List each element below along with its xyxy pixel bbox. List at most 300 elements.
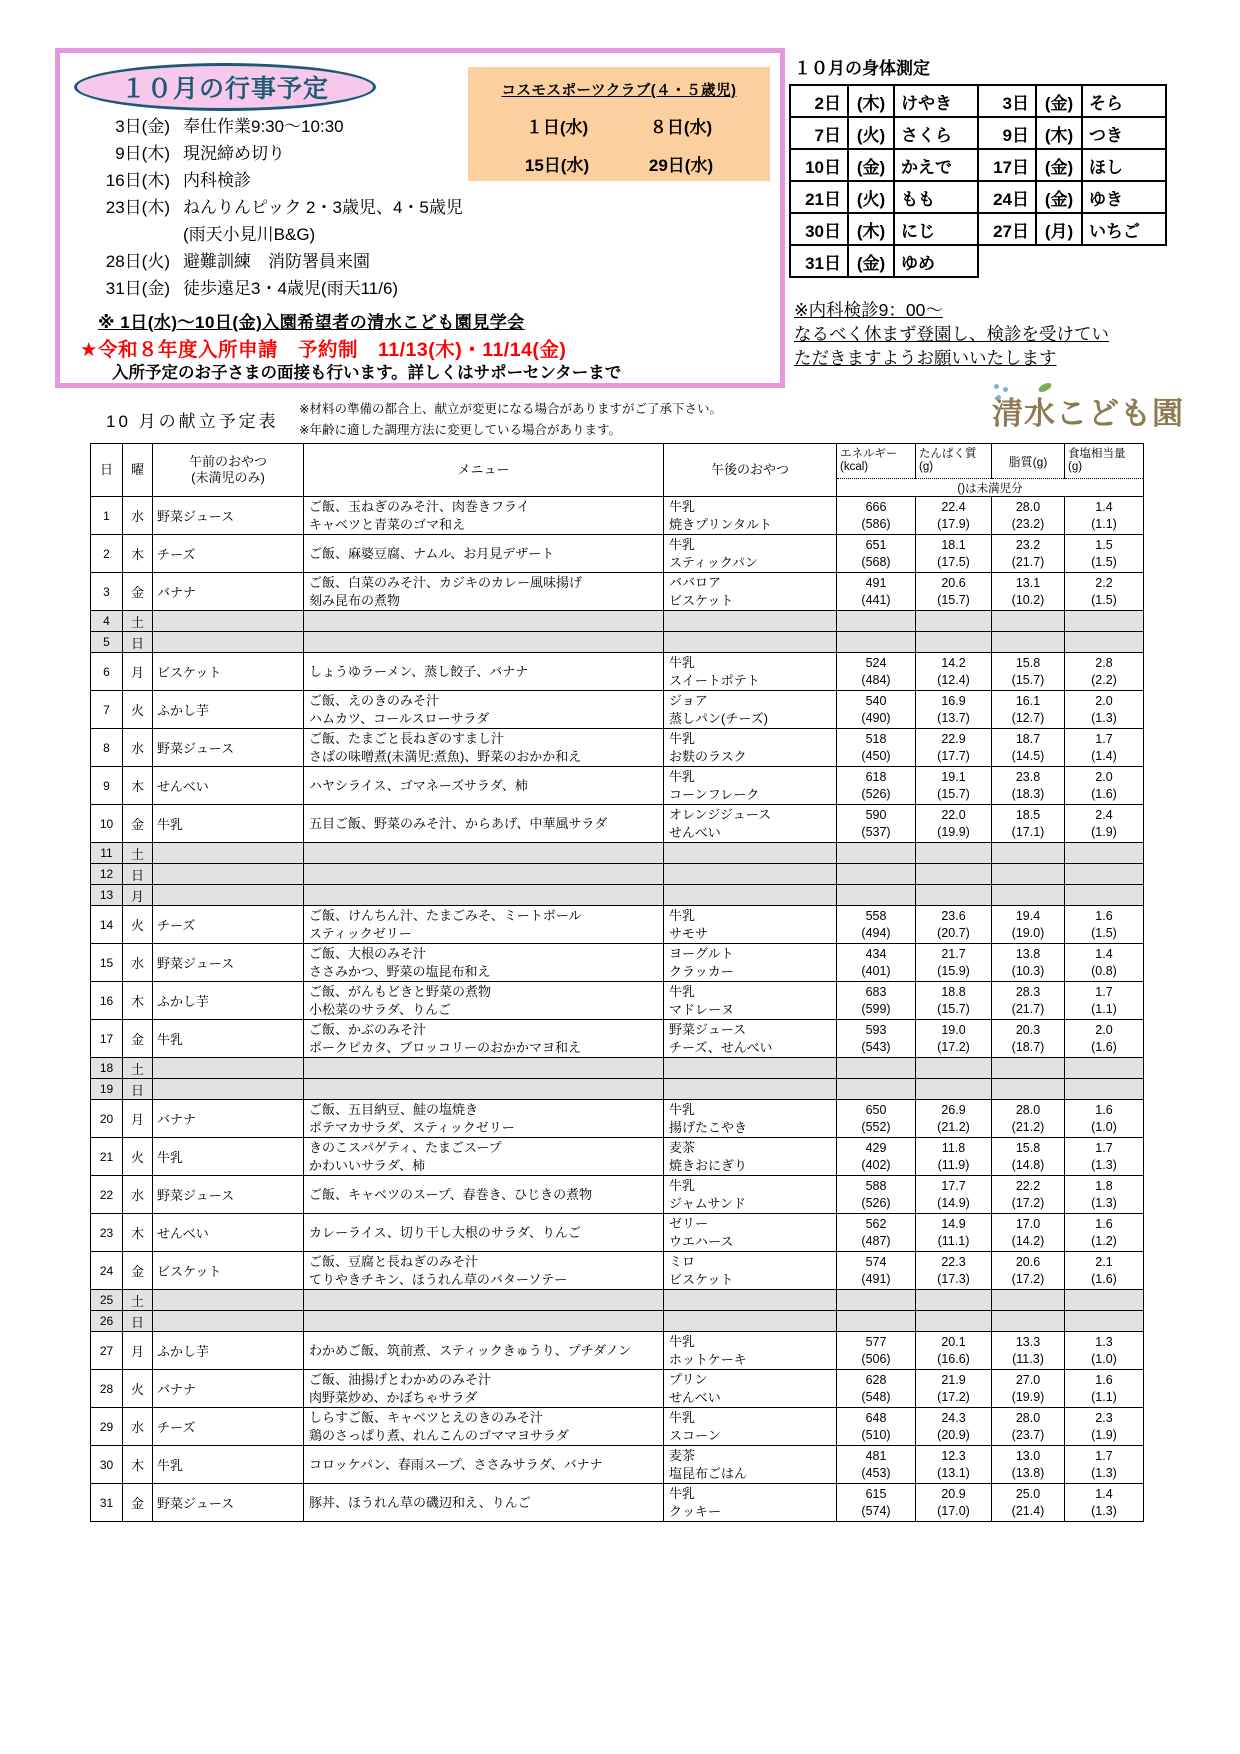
measurement-cell: ゆめ [894, 245, 978, 277]
menu-line: しょうゆラーメン、蒸し餃子、バナナ [309, 663, 529, 679]
cell-empty [916, 1079, 992, 1100]
checkup-note-line: なるべく休まず登園し、検診を受けてい [794, 324, 1109, 344]
cell-nutrient [992, 1138, 1065, 1176]
cell-nutrient [1065, 982, 1144, 1020]
pm-snack-line: 牛乳 [669, 984, 696, 999]
menu-line: ささみかつ、野菜の塩昆布和え [309, 963, 491, 979]
nutrient-value: 1.3 [1095, 1335, 1113, 1349]
am-snack-header-line: 午前のおやつ [188, 454, 267, 469]
measurement-cell: 10日 [790, 149, 848, 181]
cell-nutrient [916, 1370, 992, 1408]
cell-nutrient [837, 573, 916, 611]
cell-menu [304, 1176, 664, 1214]
cell-empty [992, 1290, 1065, 1311]
cell-nutrient [1065, 691, 1144, 729]
menu-line: ご飯、かぶのみそ汁 [309, 1022, 427, 1037]
measurement-cell: つき [1082, 117, 1166, 149]
measurement-cell: 27日 [978, 213, 1036, 245]
cell-am-snack: 牛乳 [153, 805, 304, 843]
cell-pm-snack [664, 1446, 837, 1484]
cell-day: 11 [91, 843, 123, 864]
pm-snack-line: サモサ [669, 925, 709, 941]
menu-table-row [91, 864, 1144, 885]
nutrient-subvalue: (1.1) [1091, 1389, 1117, 1404]
cell-nutrient [916, 1332, 992, 1370]
cosmos-date: 15日(水) [524, 156, 590, 175]
nutrient-subvalue: (1.3) [1091, 1195, 1117, 1210]
cell-empty [916, 1058, 992, 1079]
menu-table-row [91, 906, 1144, 944]
cosmos-date-row [468, 113, 770, 138]
cell-day: 19 [91, 1079, 123, 1100]
cell-empty [664, 1079, 837, 1100]
events-list [68, 113, 463, 302]
nutrient-value: 23.2 [1015, 538, 1041, 552]
menu-table-row [91, 1214, 1144, 1252]
menu-table-row [91, 1290, 1144, 1311]
cell-am-snack: 野菜ジュース [153, 729, 304, 767]
nutrient-value: 22.9 [941, 732, 966, 746]
nutrient-value: 577 [865, 1335, 887, 1349]
cell-nutrient [916, 1446, 992, 1484]
cell-nutrient [916, 497, 992, 535]
nutrient-value: 16.9 [941, 694, 966, 708]
nutrient-value: 434 [865, 947, 887, 961]
nutrient-subvalue: (17.2) [937, 1389, 970, 1404]
nutrient-subvalue: (20.7) [937, 925, 970, 940]
cell-weekday: 木 [123, 767, 153, 805]
nutrient-value: 13.0 [1015, 1449, 1041, 1463]
menu-table-row [91, 1370, 1144, 1408]
measurement-cell: (金) [1036, 149, 1082, 181]
cell-day: 14 [91, 906, 123, 944]
measurement-cell: (木) [848, 213, 894, 245]
nutrient-value: 24.3 [941, 1411, 966, 1425]
cell-empty [916, 864, 992, 885]
pm-snack-line: 牛乳 [669, 1486, 696, 1501]
cell-day: 23 [91, 1214, 123, 1252]
nutrient-subvalue: (15.7) [937, 592, 970, 607]
event-row [68, 275, 463, 302]
cell-empty [304, 1290, 664, 1311]
cell-nutrient [1065, 1252, 1144, 1290]
event-text: 奉仕作業9:30〜10:30 [183, 117, 344, 136]
menu-line: ポークピカタ、ブロッコリーのおかかマヨ和え [309, 1039, 581, 1055]
cell-empty [916, 632, 992, 653]
menu-table-row [91, 653, 1144, 691]
menu-line: ポテマカサラダ、スティックゼリー [309, 1119, 515, 1135]
cell-empty [992, 611, 1065, 632]
cell-nutrient [1065, 1332, 1144, 1370]
nutrient-subvalue: (526) [861, 786, 891, 801]
nutrient-value: 14.2 [941, 656, 966, 670]
nutrient-subvalue: (17.9) [937, 516, 970, 531]
measurement-row [790, 85, 1166, 117]
measurement-cell: ゆき [1082, 181, 1166, 213]
cell-weekday: 月 [123, 1100, 153, 1138]
cell-day: 28 [91, 1370, 123, 1408]
menu-table-row [91, 729, 1144, 767]
nutrient-value: 683 [865, 985, 887, 999]
cell-pm-snack [664, 497, 837, 535]
nutrient-value: 1.7 [1095, 732, 1113, 746]
event-row [68, 140, 463, 167]
menu-line: 小松菜のサラダ、りんご [309, 1001, 452, 1017]
cell-am-snack: チーズ [153, 1408, 304, 1446]
cell-weekday: 水 [123, 944, 153, 982]
nutrient-value: 2.2 [1095, 576, 1113, 590]
cell-pm-snack [664, 906, 837, 944]
cell-am-snack: 野菜ジュース [153, 1176, 304, 1214]
cell-empty [837, 1079, 916, 1100]
cell-nutrient [837, 1332, 916, 1370]
cell-menu [304, 1020, 664, 1058]
nutrient-subvalue: (13.7) [937, 710, 970, 725]
nutrient-value: 19.1 [941, 770, 966, 784]
nutrient-value: 18.1 [941, 538, 966, 552]
cell-pm-snack [664, 573, 837, 611]
cell-am-snack: 牛乳 [153, 1446, 304, 1484]
measurement-cell: (金) [848, 245, 894, 277]
cell-nutrient [992, 1176, 1065, 1214]
nutrient-subvalue: (11.9) [937, 1157, 970, 1172]
protein-header-line: (g) [919, 461, 934, 473]
menu-line: 肉野菜炒め、かぼちゃサラダ [309, 1389, 478, 1405]
cell-menu [304, 497, 664, 535]
cell-empty [1065, 632, 1144, 653]
measurement-cell: さくら [894, 117, 978, 149]
cell-nutrient [837, 1252, 916, 1290]
cell-weekday: 日 [123, 1311, 153, 1332]
measurement-cell [1082, 245, 1166, 277]
measurement-cell: 7日 [790, 117, 848, 149]
cell-nutrient [1065, 1408, 1144, 1446]
cell-empty [1065, 843, 1144, 864]
nutrient-value: 25.0 [1015, 1487, 1041, 1501]
cell-day: 4 [91, 611, 123, 632]
cell-empty [992, 1311, 1065, 1332]
cell-day: 27 [91, 1332, 123, 1370]
events-box-title: １０月の行事予定 [74, 63, 376, 111]
event-date: 28日(火) [105, 252, 170, 271]
cell-nutrient [837, 691, 916, 729]
pm-snack-line: 牛乳 [669, 499, 696, 514]
cell-menu [304, 1252, 664, 1290]
cell-am-snack: せんべい [153, 767, 304, 805]
nutrient-value: 2.8 [1095, 656, 1113, 670]
cell-day: 16 [91, 982, 123, 1020]
cell-pm-snack [664, 767, 837, 805]
measurement-cell: 24日 [978, 181, 1036, 213]
menu-line: カレーライス、切り干し大根のサラダ、りんご [309, 1224, 581, 1240]
cell-nutrient [916, 729, 992, 767]
cell-day: 12 [91, 864, 123, 885]
am-snack-header-line: (未満児のみ) [191, 470, 265, 485]
cell-empty [1065, 1311, 1144, 1332]
cell-weekday: 金 [123, 1020, 153, 1058]
cell-nutrient [837, 767, 916, 805]
nutrient-subvalue: (16.6) [937, 1351, 970, 1366]
nutrient-subvalue: (18.3) [1011, 786, 1045, 801]
cell-nutrient [992, 805, 1065, 843]
nutrient-subvalue: (1.6) [1091, 786, 1117, 801]
nutrient-value: 593 [865, 1023, 887, 1037]
menu-table-row [91, 805, 1144, 843]
pm-snack-line: 焼きプリンタルト [669, 516, 772, 532]
nutrient-subvalue: (17.2) [1011, 1195, 1045, 1210]
menu-line: きのこスパゲティ、たまごスープ [309, 1140, 502, 1155]
menu-table-row [91, 535, 1144, 573]
cell-menu [304, 767, 664, 805]
nutrient-subvalue: (23.2) [1011, 516, 1045, 531]
cell-weekday: 金 [123, 805, 153, 843]
cell-nutrient [992, 1252, 1065, 1290]
energy-header-line: エネルギー [840, 448, 898, 460]
cell-nutrient [1065, 1484, 1144, 1522]
col-header-fat: 脂質(g) [992, 444, 1065, 479]
cell-am-snack: ふかし芋 [153, 1332, 304, 1370]
nutrient-value: 28.3 [1015, 985, 1041, 999]
cell-day: 1 [91, 497, 123, 535]
measurement-row [790, 181, 1166, 213]
menu-table-row [91, 1100, 1144, 1138]
measurement-cell: けやき [894, 85, 978, 117]
nutrient-value: 27.0 [1015, 1373, 1041, 1387]
cell-nutrient [992, 497, 1065, 535]
menu-note-line: ※材料の準備の都合上、献立が変更になる場合がありますがご了承下さい。 [299, 402, 722, 416]
cell-pm-snack [664, 1020, 837, 1058]
cell-menu [304, 1138, 664, 1176]
menu-line: ハヤシライス、ゴマネーズサラダ、柿 [309, 777, 528, 793]
nutrient-value: 540 [865, 694, 887, 708]
cell-nutrient [992, 1214, 1065, 1252]
nutrient-value: 17.0 [1015, 1217, 1041, 1231]
pm-snack-line: クッキー [669, 1503, 722, 1519]
cell-menu [304, 573, 664, 611]
nutrient-subvalue: (12.4) [937, 672, 970, 687]
cell-empty [153, 885, 304, 906]
menu-table-row [91, 1176, 1144, 1214]
cell-menu [304, 805, 664, 843]
event-text: 内科検診 [183, 171, 251, 190]
cell-empty [664, 1058, 837, 1079]
interview-note: 入所予定のお子さまの面接も行います。詳しくはサポーセンターまで [112, 364, 622, 382]
nutrient-subvalue: (17.5) [937, 554, 970, 569]
col-header-salt [1065, 444, 1144, 479]
nutrient-value: 20.3 [1015, 1023, 1041, 1037]
logo-dots-decoration [994, 384, 999, 389]
cell-nutrient [1065, 573, 1144, 611]
cell-nutrient [992, 1408, 1065, 1446]
menu-line: ご飯、たまごと長ねぎのすまし汁 [309, 731, 505, 746]
cell-empty [837, 843, 916, 864]
nutrient-subvalue: (1.3) [1091, 1503, 1117, 1518]
cell-nutrient [837, 1020, 916, 1058]
cell-menu [304, 1408, 664, 1446]
cell-empty [664, 611, 837, 632]
pm-snack-line: ゼリー [669, 1216, 709, 1231]
nutrient-value: 13.8 [1015, 947, 1041, 961]
event-row [68, 248, 463, 275]
nutrient-value: 1.7 [1095, 985, 1113, 999]
cell-menu [304, 1332, 664, 1370]
nutrient-subvalue: (11.1) [937, 1233, 970, 1248]
cell-day: 30 [91, 1446, 123, 1484]
cell-weekday: 月 [123, 885, 153, 906]
measurement-cell: もも [894, 181, 978, 213]
cell-menu [304, 1100, 664, 1138]
menu-table-row [91, 1079, 1144, 1100]
pm-snack-line: 焼きおにぎり [669, 1157, 748, 1173]
cell-empty [916, 843, 992, 864]
nutrient-subvalue: (19.9) [937, 824, 970, 839]
nutrient-subvalue: (1.3) [1091, 710, 1117, 725]
pm-snack-line: スコーン [669, 1427, 721, 1443]
nutrient-subvalue: (10.2) [1011, 592, 1045, 607]
nutrient-value: 429 [865, 1141, 887, 1155]
nutrient-subvalue: (14.2) [1011, 1233, 1045, 1248]
cell-menu [304, 1214, 664, 1252]
nutrient-subvalue: (1.0) [1091, 1119, 1117, 1134]
event-date: 3日(金) [115, 117, 170, 136]
october-events-box [55, 48, 785, 388]
cell-menu [304, 944, 664, 982]
cell-pm-snack [664, 982, 837, 1020]
cell-am-snack: 野菜ジュース [153, 944, 304, 982]
nutrient-subvalue: (2.2) [1091, 672, 1117, 687]
menu-line: ご飯、えのきのみそ汁 [309, 693, 440, 708]
cell-empty [664, 843, 837, 864]
nutrient-subvalue: (1.2) [1091, 1233, 1117, 1248]
cell-pm-snack [664, 1138, 837, 1176]
cell-menu [304, 1446, 664, 1484]
cell-nutrient [1065, 729, 1144, 767]
cell-empty [992, 864, 1065, 885]
nutrient-subvalue: (1.3) [1091, 1157, 1117, 1172]
nutrient-subvalue: (17.1) [1011, 824, 1045, 839]
menu-line: ご飯、五目納豆、鮭の塩焼き [309, 1102, 479, 1117]
cell-nutrient [837, 805, 916, 843]
nutrient-subvalue: (17.2) [937, 1039, 970, 1054]
cell-nutrient [916, 1020, 992, 1058]
cell-nutrient [837, 729, 916, 767]
nutrient-subvalue: (14.9) [937, 1195, 970, 1210]
cell-am-snack: バナナ [153, 1370, 304, 1408]
nutrient-subvalue: (13.8) [1011, 1465, 1045, 1480]
cell-weekday: 金 [123, 1252, 153, 1290]
protein-header-line: たんぱく質 [919, 448, 977, 460]
cell-am-snack: ふかし芋 [153, 691, 304, 729]
measurement-cell: 17日 [978, 149, 1036, 181]
cell-nutrient [916, 1138, 992, 1176]
nutrient-value: 22.3 [941, 1255, 966, 1269]
cosmos-date-row [468, 151, 770, 176]
nutrient-subvalue: (15.7) [937, 1001, 970, 1016]
cell-weekday: 金 [123, 1484, 153, 1522]
menu-table-row [91, 1138, 1144, 1176]
cell-nutrient [837, 944, 916, 982]
nutrient-subvalue: (11.3) [1012, 1351, 1044, 1366]
cell-empty [664, 885, 837, 906]
nutrient-subvalue: (1.5) [1091, 592, 1117, 607]
cell-empty [837, 1058, 916, 1079]
cell-pm-snack [664, 1408, 837, 1446]
cell-empty [304, 1058, 664, 1079]
cell-day: 22 [91, 1176, 123, 1214]
col-header-menu: メニュー [304, 444, 664, 497]
event-date [68, 221, 170, 248]
energy-header-line: (kcal) [840, 461, 869, 473]
cell-menu [304, 653, 664, 691]
cell-empty [1065, 1079, 1144, 1100]
cell-am-snack: 牛乳 [153, 1138, 304, 1176]
nutrient-value: 1.8 [1095, 1179, 1113, 1193]
cell-weekday: 水 [123, 729, 153, 767]
measurement-cell: ほし [1082, 149, 1166, 181]
cell-nutrient [916, 691, 992, 729]
cell-menu [304, 1484, 664, 1522]
cell-nutrient [992, 1446, 1065, 1484]
measurement-cell: (木) [1036, 117, 1082, 149]
menu-line: スティックゼリー [309, 925, 412, 941]
nutrient-value: 1.5 [1095, 538, 1113, 552]
cell-empty [992, 1058, 1065, 1079]
menu-table-row [91, 843, 1144, 864]
cell-nutrient [916, 653, 992, 691]
nutrient-value: 1.4 [1095, 500, 1113, 514]
menu-line: コロッケパン、春雨スープ、ささみサラダ、バナナ [309, 1456, 603, 1472]
nutrient-value: 14.9 [941, 1217, 966, 1231]
cell-weekday: 水 [123, 1408, 153, 1446]
nutrient-subvalue: (13.1) [937, 1465, 970, 1480]
cell-nutrient [992, 767, 1065, 805]
nutrient-value: 1.6 [1095, 1103, 1113, 1117]
pm-snack-line: ビスケット [669, 1271, 734, 1287]
nutrient-value: 20.1 [941, 1335, 966, 1349]
nutrient-subvalue: (12.7) [1011, 710, 1045, 725]
cell-nutrient [837, 497, 916, 535]
nutrient-value: 2.0 [1095, 1023, 1113, 1037]
cell-empty [153, 1079, 304, 1100]
pm-snack-line: マドレーヌ [669, 1001, 735, 1017]
cell-pm-snack [664, 653, 837, 691]
cell-empty [992, 632, 1065, 653]
pm-snack-line: プリン [669, 1372, 708, 1387]
cell-pm-snack [664, 1332, 837, 1370]
cell-am-snack: 野菜ジュース [153, 1484, 304, 1522]
cell-empty [837, 1311, 916, 1332]
nutrient-value: 19.0 [941, 1023, 966, 1037]
pm-snack-line: 麦茶 [669, 1140, 696, 1155]
cell-empty [1065, 1290, 1144, 1311]
cell-empty [664, 1290, 837, 1311]
measurement-cell: にじ [894, 213, 978, 245]
cell-pm-snack [664, 535, 837, 573]
pm-snack-line: 野菜ジュース [669, 1022, 747, 1037]
cell-nutrient [1065, 1138, 1144, 1176]
pm-snack-line: コーンフレーク [669, 786, 760, 802]
cell-pm-snack [664, 1252, 837, 1290]
cell-empty [837, 1290, 916, 1311]
cell-nutrient [992, 1100, 1065, 1138]
nutrient-value: 16.1 [1015, 694, 1041, 708]
nutrient-subvalue: (1.6) [1091, 1271, 1117, 1286]
nutrient-subvalue: (1.9) [1091, 1427, 1117, 1442]
cell-nutrient [1065, 535, 1144, 573]
cell-nutrient [1065, 805, 1144, 843]
cell-empty [304, 611, 664, 632]
nutrient-value: 518 [865, 732, 887, 746]
